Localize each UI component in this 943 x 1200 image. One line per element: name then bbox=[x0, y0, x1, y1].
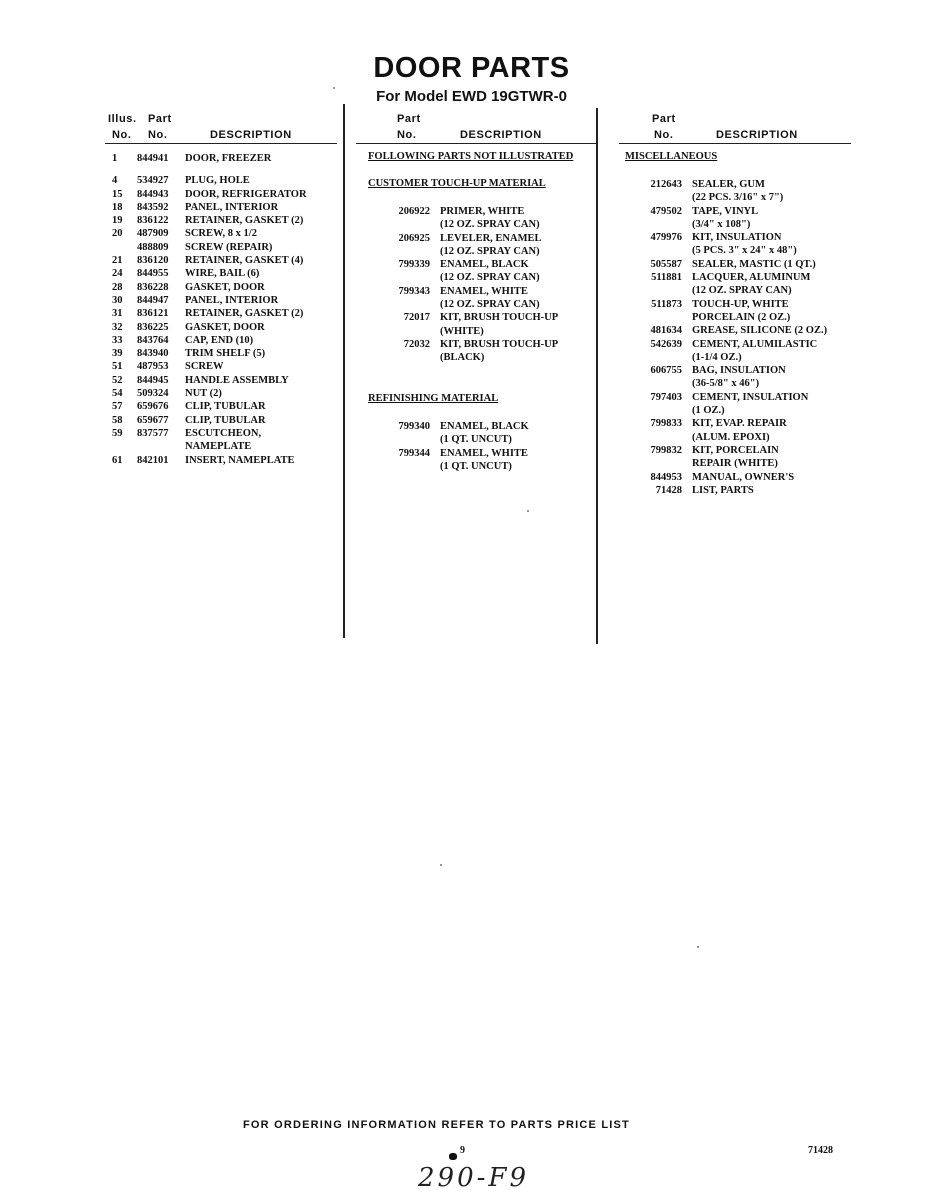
part-number: 481634 bbox=[650, 325, 682, 337]
part-number: 799343 bbox=[398, 285, 430, 297]
part-number: 505587 bbox=[650, 258, 682, 270]
part-description: (36-5/8" x 46") bbox=[692, 378, 760, 390]
illus-number: 51 bbox=[112, 361, 123, 373]
part-number: 844941 bbox=[137, 153, 169, 164]
part-number: 799832 bbox=[650, 444, 682, 456]
part-description: LACQUER, ALUMINUM bbox=[692, 272, 811, 284]
table-row bbox=[384, 338, 594, 351]
part-description: (BLACK) bbox=[440, 352, 485, 364]
part-description: DOOR, FREEZER bbox=[185, 153, 272, 164]
table-row bbox=[636, 417, 846, 430]
illus-number: 20 bbox=[112, 228, 123, 240]
refinishing-section-heading: REFINISHING MATERIAL bbox=[368, 393, 499, 404]
part-description: LIST, PARTS bbox=[692, 484, 754, 496]
page-number: 9 bbox=[460, 1145, 465, 1156]
part-description: SCREW bbox=[185, 361, 224, 373]
part-number: 844955 bbox=[137, 268, 169, 280]
scan-speck bbox=[333, 87, 335, 89]
table-row bbox=[636, 444, 846, 457]
table-row bbox=[636, 218, 846, 231]
table-row bbox=[636, 231, 846, 244]
table-row bbox=[636, 298, 846, 311]
part-number: 843764 bbox=[137, 334, 169, 346]
part-number: 509324 bbox=[137, 388, 169, 400]
table-row bbox=[636, 338, 846, 351]
illus-number: 54 bbox=[112, 388, 123, 400]
table-row bbox=[384, 433, 594, 446]
document-number: 71428 bbox=[808, 1145, 833, 1156]
touch-up-section-heading: CUSTOMER TOUCH-UP MATERIAL bbox=[368, 178, 546, 189]
part-description: ENAMEL, BLACK bbox=[440, 259, 529, 271]
table-row bbox=[384, 311, 594, 324]
illus-number: 57 bbox=[112, 401, 123, 413]
table-row bbox=[384, 325, 594, 338]
table-row bbox=[636, 404, 846, 417]
part-description: (1 QT. UNCUT) bbox=[440, 434, 512, 446]
table-row bbox=[636, 351, 846, 364]
illus-number: 1 bbox=[112, 153, 118, 164]
miscellaneous-heading: MISCELLANEOUS bbox=[625, 151, 718, 162]
part-description: (ALUM. EPOXI) bbox=[692, 431, 770, 443]
table-row bbox=[636, 364, 846, 377]
part-description: CLIP, TUBULAR bbox=[185, 401, 266, 413]
part-description: (3/4" x 108") bbox=[692, 218, 751, 230]
table-row bbox=[384, 351, 594, 364]
model-subtitle: For Model EWD 19GTWR-0 bbox=[376, 88, 567, 105]
part-description: (1-1/4 OZ.) bbox=[692, 351, 742, 363]
part-description: ENAMEL, WHITE bbox=[440, 285, 528, 297]
table-row bbox=[108, 374, 340, 387]
table-row bbox=[108, 360, 340, 373]
part-description: WIRE, BAIL (6) bbox=[185, 268, 260, 280]
part-description: NUT (2) bbox=[185, 388, 222, 400]
part-description: RETAINER, GASKET (4) bbox=[185, 255, 304, 267]
table-row bbox=[108, 227, 340, 240]
table-row bbox=[636, 457, 846, 470]
table-row bbox=[384, 420, 594, 433]
scan-speck bbox=[527, 510, 529, 512]
table-row bbox=[108, 281, 340, 294]
illus-number: 30 bbox=[112, 294, 123, 306]
table-row bbox=[636, 205, 846, 218]
part-number: 797403 bbox=[650, 391, 682, 403]
illus-number: 59 bbox=[112, 427, 123, 439]
part-description: SEALER, GUM bbox=[692, 179, 765, 190]
part-description: (12 OZ. SPRAY CAN) bbox=[440, 299, 540, 311]
part-header: Part bbox=[148, 113, 172, 125]
part-number: 799340 bbox=[398, 421, 430, 432]
part-description: PLUG, HOLE bbox=[185, 175, 250, 187]
part-number: 71428 bbox=[655, 484, 682, 496]
table-row bbox=[384, 245, 594, 258]
part-number: 534927 bbox=[137, 175, 169, 187]
table-row bbox=[108, 201, 340, 214]
part-number: 487953 bbox=[137, 361, 169, 373]
table-row bbox=[384, 447, 594, 460]
part-description: TAPE, VINYL bbox=[692, 205, 759, 217]
part-description: ESCUTCHEON, bbox=[185, 427, 262, 439]
part-description: HANDLE ASSEMBLY bbox=[185, 374, 289, 386]
part-number: 206922 bbox=[398, 206, 430, 217]
table-row bbox=[384, 232, 594, 245]
illus-number: 39 bbox=[112, 348, 123, 360]
part-number: 836121 bbox=[137, 308, 169, 320]
bullet-mark bbox=[449, 1153, 457, 1160]
table-row bbox=[108, 427, 340, 440]
part-description: NAMEPLATE bbox=[185, 441, 252, 453]
part-description: CLIP, TUBULAR bbox=[185, 414, 266, 426]
column-divider bbox=[596, 108, 598, 644]
part-description: BAG, INSULATION bbox=[692, 365, 786, 377]
part-description: CEMENT, ALUMILASTIC bbox=[692, 338, 818, 350]
part-number: 844945 bbox=[137, 374, 169, 386]
part-no-header: No. bbox=[148, 129, 168, 141]
part-number: 799339 bbox=[398, 259, 430, 271]
table-row bbox=[108, 188, 340, 201]
illus-number: 24 bbox=[112, 268, 123, 280]
part-description: KIT, EVAP. REPAIR bbox=[692, 418, 787, 430]
part-description: TOUCH-UP, WHITE bbox=[692, 298, 789, 310]
part-description: KIT, PORCELAIN bbox=[692, 444, 779, 456]
part-description: KIT, BRUSH TOUCH-UP bbox=[440, 312, 559, 324]
part-number: 844953 bbox=[650, 471, 682, 483]
part-description: (12 OZ. SPRAY CAN) bbox=[440, 219, 540, 231]
table-row bbox=[108, 414, 340, 427]
table-row bbox=[108, 294, 340, 307]
table-row bbox=[384, 298, 594, 311]
part-number: 72017 bbox=[403, 312, 430, 324]
part-description: SCREW, 8 x 1/2 bbox=[185, 228, 257, 240]
part-no-header: No. bbox=[397, 129, 417, 141]
part-number: 836228 bbox=[137, 281, 169, 293]
table-row bbox=[384, 460, 594, 473]
illus-number: 58 bbox=[112, 414, 123, 426]
table-row bbox=[108, 174, 340, 187]
illus-number: 52 bbox=[112, 374, 123, 386]
part-description: (WHITE) bbox=[440, 325, 484, 337]
table-row bbox=[108, 347, 340, 360]
part-number: 836225 bbox=[137, 321, 169, 333]
table-row bbox=[636, 431, 846, 444]
part-description: CAP, END (10) bbox=[185, 334, 254, 346]
table-row bbox=[108, 400, 340, 413]
part-number: 511873 bbox=[651, 298, 682, 310]
scan-speck bbox=[440, 864, 442, 866]
header-rule bbox=[105, 143, 337, 144]
illus-number: 33 bbox=[112, 334, 123, 346]
illus-number: 31 bbox=[112, 308, 123, 320]
table-row bbox=[636, 271, 846, 284]
part-description: KIT, BRUSH TOUCH-UP bbox=[440, 338, 559, 350]
part-number: 206925 bbox=[398, 232, 430, 244]
illus-header: Illus. bbox=[108, 113, 137, 125]
table-row bbox=[636, 324, 846, 337]
part-number: 511881 bbox=[651, 272, 682, 284]
not-illustrated-heading: FOLLOWING PARTS NOT ILLUSTRATED bbox=[368, 151, 574, 162]
part-description: PRIMER, WHITE bbox=[440, 206, 525, 217]
table-row bbox=[108, 440, 340, 453]
table-row bbox=[636, 258, 846, 271]
part-number: 844943 bbox=[137, 188, 169, 200]
refinishing-list bbox=[384, 420, 594, 473]
illus-number: 18 bbox=[112, 201, 123, 213]
illus-number: 61 bbox=[112, 454, 123, 466]
part-number: 799344 bbox=[398, 447, 430, 459]
part-description: (5 PCS. 3" x 24" x 48") bbox=[692, 245, 797, 257]
table-row bbox=[636, 377, 846, 390]
table-row bbox=[636, 391, 846, 404]
part-description: (1 QT. UNCUT) bbox=[440, 460, 512, 472]
part-number: 488809 bbox=[137, 241, 169, 253]
miscellaneous-list bbox=[636, 178, 846, 497]
column-divider bbox=[343, 104, 345, 638]
part-number: 72032 bbox=[403, 338, 430, 350]
header-rule bbox=[356, 143, 596, 144]
illus-number: 4 bbox=[112, 175, 118, 187]
table-row bbox=[108, 214, 340, 227]
table-row bbox=[108, 267, 340, 280]
part-description: CEMENT, INSULATION bbox=[692, 391, 809, 403]
part-header: Part bbox=[397, 113, 421, 125]
part-no-header: No. bbox=[654, 129, 674, 141]
part-number: 799833 bbox=[650, 418, 682, 430]
table-row bbox=[636, 311, 846, 324]
ordering-info: FOR ORDERING INFORMATION REFER TO PARTS PRICE LIST bbox=[243, 1119, 630, 1131]
part-description: (12 OZ. SPRAY CAN) bbox=[440, 272, 540, 284]
part-number: 843940 bbox=[137, 348, 169, 360]
illus-number: 19 bbox=[112, 215, 123, 227]
part-description: MANUAL, OWNER'S bbox=[692, 471, 795, 483]
table-row bbox=[636, 244, 846, 257]
page-title: DOOR PARTS bbox=[373, 52, 570, 84]
part-number: 837577 bbox=[137, 427, 169, 439]
part-description: GASKET, DOOR bbox=[185, 281, 265, 293]
illus-number: 15 bbox=[112, 188, 123, 200]
table-row bbox=[636, 484, 846, 497]
part-number: 659676 bbox=[137, 401, 169, 413]
table-row bbox=[636, 178, 846, 191]
table-row bbox=[108, 254, 340, 267]
part-description: RETAINER, GASKET (2) bbox=[185, 215, 304, 227]
part-description: SEALER, MASTIC (1 QT.) bbox=[692, 258, 816, 270]
table-row bbox=[636, 191, 846, 204]
part-description: GREASE, SILICONE (2 OZ.) bbox=[692, 325, 828, 337]
part-number: 659677 bbox=[137, 414, 169, 426]
header-rule bbox=[619, 143, 851, 144]
table-row bbox=[108, 387, 340, 400]
part-number: 842101 bbox=[137, 454, 169, 466]
part-description: (22 PCS. 3/16" x 7") bbox=[692, 192, 784, 204]
part-description: PORCELAIN (2 OZ.) bbox=[692, 311, 791, 323]
part-description: PANEL, INTERIOR bbox=[185, 201, 279, 213]
part-description: SCREW (REPAIR) bbox=[185, 241, 273, 253]
part-description: GASKET, DOOR bbox=[185, 321, 265, 333]
part-number: 479976 bbox=[650, 232, 682, 244]
part-number: 487909 bbox=[137, 228, 169, 240]
part-description: REPAIR (WHITE) bbox=[692, 458, 778, 470]
table-row bbox=[108, 152, 340, 165]
part-number: 836122 bbox=[137, 215, 169, 227]
part-description: LEVELER, ENAMEL bbox=[440, 232, 542, 244]
description-header: DESCRIPTION bbox=[460, 129, 542, 141]
illus-number: 21 bbox=[112, 255, 123, 267]
part-number: 479502 bbox=[650, 205, 682, 217]
description-header: DESCRIPTION bbox=[716, 129, 798, 141]
part-description: RETAINER, GASKET (2) bbox=[185, 308, 304, 320]
table-row bbox=[384, 271, 594, 284]
row-gap bbox=[108, 165, 340, 174]
handwritten-note: 290-F9 bbox=[418, 1163, 529, 1193]
scan-speck bbox=[697, 946, 699, 948]
table-row bbox=[108, 454, 340, 467]
part-description: DOOR, REFRIGERATOR bbox=[185, 188, 307, 200]
part-number: 542639 bbox=[650, 338, 682, 350]
table-row bbox=[384, 285, 594, 298]
table-row bbox=[108, 334, 340, 347]
part-number: 606755 bbox=[650, 365, 682, 377]
table-row bbox=[384, 205, 594, 218]
touch-up-list bbox=[384, 205, 594, 365]
table-row bbox=[384, 218, 594, 231]
description-header: DESCRIPTION bbox=[210, 129, 292, 141]
part-description: KIT, INSULATION bbox=[692, 232, 782, 244]
part-description: ENAMEL, BLACK bbox=[440, 421, 529, 432]
table-row bbox=[636, 471, 846, 484]
part-description: (12 OZ. SPRAY CAN) bbox=[692, 285, 792, 297]
illus-number: 32 bbox=[112, 321, 123, 333]
part-number: 844947 bbox=[137, 294, 169, 306]
part-number: 836120 bbox=[137, 255, 169, 267]
table-row bbox=[384, 258, 594, 271]
table-row bbox=[108, 307, 340, 320]
part-header: Part bbox=[652, 113, 676, 125]
parts-list-illustrated bbox=[108, 152, 340, 467]
table-row bbox=[636, 284, 846, 297]
part-description: (12 OZ. SPRAY CAN) bbox=[440, 245, 540, 257]
illus-no-header: No. bbox=[112, 129, 132, 141]
part-description: PANEL, INTERIOR bbox=[185, 294, 279, 306]
part-description: ENAMEL, WHITE bbox=[440, 447, 528, 459]
part-description: TRIM SHELF (5) bbox=[185, 348, 266, 360]
part-number: 212643 bbox=[650, 179, 682, 190]
table-row bbox=[108, 241, 340, 254]
table-row bbox=[108, 321, 340, 334]
part-number: 843592 bbox=[137, 201, 169, 213]
part-description: INSERT, NAMEPLATE bbox=[185, 454, 295, 466]
illus-number: 28 bbox=[112, 281, 123, 293]
part-description: (1 OZ.) bbox=[692, 405, 725, 417]
